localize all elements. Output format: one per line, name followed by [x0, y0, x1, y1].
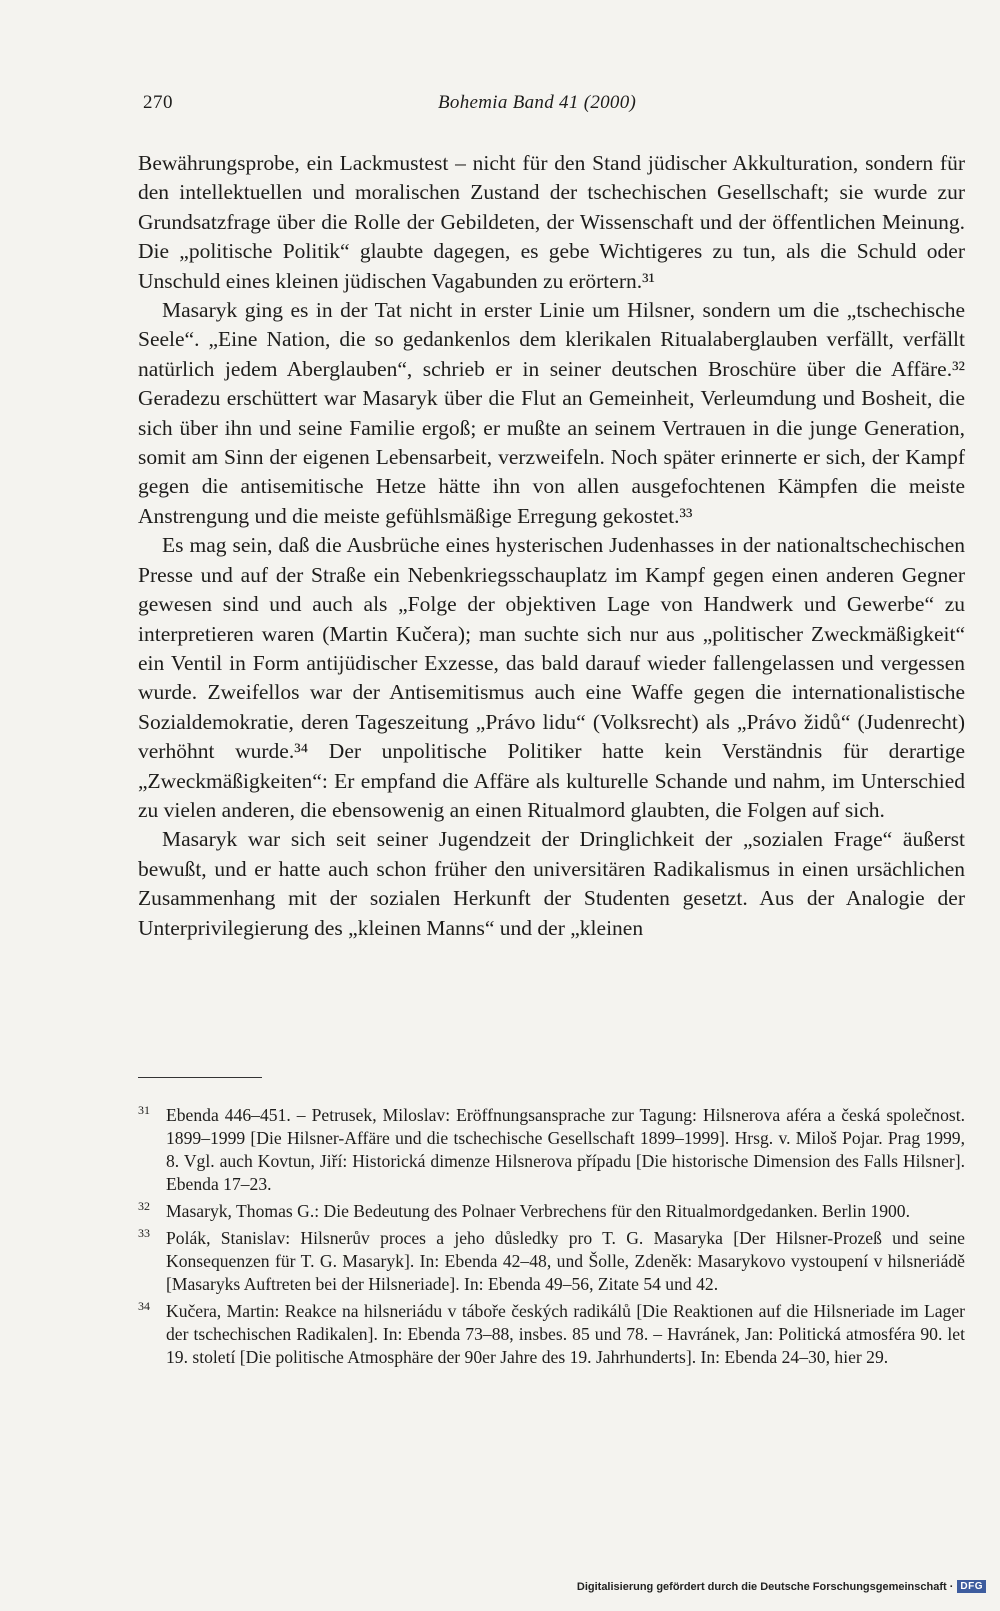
- footnote-text: Masaryk, Thomas G.: Die Bedeutung des Polnaer Verbrechens für den Ritualmordgedanken. Berlin 1900.: [166, 1201, 910, 1221]
- footnote-number: 34: [138, 1299, 150, 1313]
- footnote: [138, 1104, 965, 1196]
- page-header: [143, 92, 965, 122]
- footnote-text: Ebenda 446–451. – Petrusek, Miloslav: Eröffnungsansprache zur Tagung: Hilsnerova aféra a česká společnost. 1899–1999 [Die Hilsner-Affäre und die tschechische Gesellschaft 1899–1999]. Hrsg. v. Miloš Pojar. Prag 1999, 8. Vgl. auch Kovtun, Jiří: Historická dimenze Hilsnerova případu [Die historische Dimension des Falls Hilsner]. Ebenda 17–23.: [166, 1105, 965, 1194]
- digitization-credit: [577, 1580, 986, 1593]
- credit-text: Digitalisierung gefördert durch die Deutsche Forschungsgemeinschaft ·: [576, 1580, 954, 1593]
- footnote-text: Kučera, Martin: Reakce na hilsneriádu v táboře českých radikálů [Die Reaktionen auf die Hilsneriade im Lager der tschechischen Radikalen]. In: Ebenda 73–88, insbes. 85 und 78. – Havránek, Jan: Politická atmosféra 90. let 19. století [Die politische Atmosphäre der 90er Jahre des 19. Jahrhunderts]. In: Ebenda 24–30, hier 29.: [166, 1301, 965, 1367]
- paragraph: Bewährungsprobe, ein Lackmustest – nicht für den Stand jüdischer Akkulturation, sondern für den intellektuellen und moralischen Zustand der tschechischen Gesellschaft; sie wurde zur Grundsatzfrage über die Rolle der Gebildeten, der Wissenschaft und der öffentlichen Meinung. Die „politische Politik“ glaubte dagegen, es gebe Wichtigeres zu tun, als die Schuld oder Unschuld eines kleinen jüdischen Vagabunden zu erörtern.³¹: [138, 151, 965, 293]
- footnotes: [138, 1104, 965, 1373]
- paragraph: Masaryk ging es in der Tat nicht in erster Linie um Hilsner, sondern um die „tschechische Seele“. „Eine Nation, die so gedankenlos dem klerikalen Ritualaberglauben verfällt, verfällt natürlich jedem Aberglauben“, schrieb er in seiner deutschen Broschüre über die Affäre.³² Geradezu erschüttert war Masaryk über die Flut an Gemeinheit, Verleumdung und Bosheit, die sich über ihn und seine Familie ergoß; er mußte an seinem Vertrauen in die junge Generation, somit am Sinn der eigenen Lebensarbeit, verzweifeln. Noch später erinnerte er sich, der Kampf gegen die antisemitische Hetze hätte ihn von allen ausgefochtenen Kämpfen die meiste Anstrengung und die meiste gefühlsmäßige Erregung gekostet.³³: [138, 298, 965, 528]
- footnote-number: 31: [138, 1103, 150, 1117]
- paragraph: Es mag sein, daß die Ausbrüche eines hysterischen Judenhasses in der nationaltschechischen Presse und auf der Straße ein Nebenkriegsschauplatz im Kampf gegen einen anderen Gegner gewesen sind und auch als „Folge der objektiven Lage von Handwerk und Gewerbe“ zu interpretieren waren (Martin Kučera); man suchte sich nur aus „politischer Zweckmäßigkeit“ ein Ventil in Form antijüdischer Exzesse, das bald darauf wieder fallengelassen und vergessen wurde. Zweifellos war der Antisemitismus auch eine Waffe gegen die internationalistische Sozialdemokratie, deren Tageszeitung „Právo lidu“ (Volksrecht) als „Právo židů“ (Judenrecht) verhöhnt wurde.³⁴ Der unpolitische Politiker hatte kein Verständnis für derartige „Zweckmäßigkeiten“: Er empfand die Affäre als kulturelle Schande und nahm, im Unterschied zu vielen anderen, die ebensowenig an einen Ritualmord glaubten, die Folgen auf sich.: [138, 533, 965, 822]
- footnote-text: Polák, Stanislav: Hilsnerův proces a jeho důsledky pro T. G. Masaryka [Der Hilsner-Prozeß und seine Konsequenzen für T. G. Masaryk]. In: Ebenda 42–48, und Šolle, Zdeněk: Masarykovo vystoupení v hilsneriádě [Masaryks Auftreten bei der Hilsneriade]. In: Ebenda 49–56, Zitate 54 und 42.: [166, 1228, 965, 1294]
- dfg-logo-icon: DFG: [957, 1580, 986, 1593]
- running-head: Bohemia Band 41 (2000): [438, 92, 637, 113]
- body-text: [138, 149, 965, 943]
- footnote-number: 33: [138, 1226, 150, 1240]
- paragraph: Masaryk war sich seit seiner Jugendzeit der Dringlichkeit der „sozialen Frage“ äußerst bewußt, und er hatte auch schon früher den universitären Radikalismus in einen ursächlichen Zusammenhang mit der sozialen Herkunft der Studenten gesetzt. Aus der Analogie der Unterprivilegierung des „kleinen Manns“ und der „kleinen: [138, 827, 965, 940]
- page-number: 270: [143, 92, 173, 113]
- footnote: [138, 1300, 965, 1369]
- footnote-rule: [138, 1077, 262, 1078]
- footnote-number: 32: [138, 1199, 150, 1213]
- footnote: [138, 1200, 965, 1223]
- footnote: [138, 1227, 965, 1296]
